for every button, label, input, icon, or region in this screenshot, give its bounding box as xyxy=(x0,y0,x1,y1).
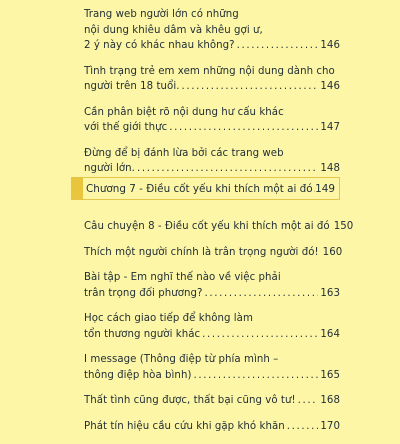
toc-entry xyxy=(84,393,340,409)
chapter-title-row xyxy=(86,183,335,195)
toc-entry-text: Câu chuyện 8 - Điều cốt yếu khi thích một ai đó xyxy=(84,221,330,232)
toc-entry-text: người lớn. xyxy=(84,163,135,174)
dot-leader xyxy=(169,120,318,136)
toc-entry xyxy=(84,245,343,261)
dot-leader xyxy=(205,286,319,302)
toc-entry-final-line xyxy=(84,393,340,409)
toc-entry-final-line xyxy=(84,38,340,54)
chapter-heading xyxy=(71,177,340,200)
toc-page-number: 148 xyxy=(320,163,340,174)
toc-entry xyxy=(84,311,340,342)
chapter-page-number: 149 xyxy=(315,182,335,195)
toc-entry xyxy=(84,146,340,177)
dot-leader xyxy=(314,183,315,195)
toc-entry-line: Tình trạng trẻ em xem những nội dung dành cho xyxy=(84,65,335,77)
toc-entry xyxy=(84,7,340,54)
toc-page-number: 168 xyxy=(320,395,340,406)
toc-entry-line: I message (Thông điệp từ phía mình – xyxy=(84,354,279,365)
toc-entry-final-line xyxy=(84,161,340,177)
toc-entry-text: với thế giới thực xyxy=(84,122,168,133)
toc-entry-text: người trên 18 tuổi. xyxy=(84,81,180,92)
toc-entry-line: Đừng để bị đánh lừa bởi các trang web xyxy=(84,147,284,159)
toc-entry-final-line xyxy=(84,286,340,302)
toc-page-number: 147 xyxy=(320,122,340,133)
toc-entry xyxy=(84,64,340,95)
chapter-accent-bar xyxy=(72,178,83,199)
toc-entry-text: tổn thương người khác xyxy=(84,328,201,340)
dot-leader xyxy=(202,327,318,343)
toc-page-number: 150 xyxy=(333,221,354,232)
dot-leader xyxy=(182,79,319,95)
toc-entry-final-line xyxy=(84,219,354,235)
toc-entry-final-line xyxy=(84,327,340,343)
dot-leader xyxy=(298,393,319,409)
toc-entry xyxy=(84,352,340,383)
toc-page-number: 146 xyxy=(320,81,340,92)
toc-entry-line: Bài tập - Em nghĩ thế nào về việc phải xyxy=(84,272,281,283)
toc-entry-line: nội dung khiêu dâm và khêu gợi ư, xyxy=(84,24,263,36)
toc-page-number: 146 xyxy=(320,40,340,51)
toc-entry-text: Phát tín hiệu cầu cứu khi gặp khó khăn xyxy=(84,420,285,432)
toc-entry-final-line xyxy=(84,245,343,261)
toc-entry xyxy=(84,219,354,235)
toc-entry-line: Học cách giao tiếp để không làm xyxy=(84,313,253,324)
dot-leader xyxy=(237,38,319,54)
toc-page-number: 170 xyxy=(320,420,340,432)
toc-entry-text: 2 ý này có khác nhau không? xyxy=(84,40,235,51)
toc-entry-text: trân trọng đối phương? xyxy=(84,287,203,299)
toc-entry-final-line xyxy=(84,120,340,136)
toc-section-chapter-7 xyxy=(84,219,354,444)
toc-page-number: 163 xyxy=(320,287,340,299)
toc-entry xyxy=(84,270,340,301)
toc-entry-line: Cần phân biệt rõ nội dung hư cấu khác xyxy=(84,106,284,118)
toc-page-number: 164 xyxy=(320,328,340,340)
toc-entry xyxy=(84,105,340,136)
toc-page-number: 160 xyxy=(322,246,343,258)
toc-page-number: 165 xyxy=(320,369,340,381)
dot-leader xyxy=(137,161,318,177)
toc-entry-text: thông điệp hòa bình) xyxy=(84,369,192,381)
toc-section-previous-chapter xyxy=(84,7,340,187)
toc-entry-text: Thất tình cũng được, thất bại cũng vô tư! xyxy=(84,395,296,406)
dot-leader xyxy=(193,368,318,384)
toc-entry-text: Thích một người chính là trân trọng người đó! xyxy=(84,246,319,258)
toc-entry-final-line xyxy=(84,419,340,435)
toc-entry-final-line xyxy=(84,368,340,384)
chapter-title: Chương 7 - Điều cốt yếu khi thích một ai đó xyxy=(86,182,313,195)
dot-leader xyxy=(287,419,319,435)
toc-entry-final-line xyxy=(84,79,340,95)
toc-entry xyxy=(84,419,340,435)
toc-entry-line: Trang web người lớn có những xyxy=(84,9,239,20)
